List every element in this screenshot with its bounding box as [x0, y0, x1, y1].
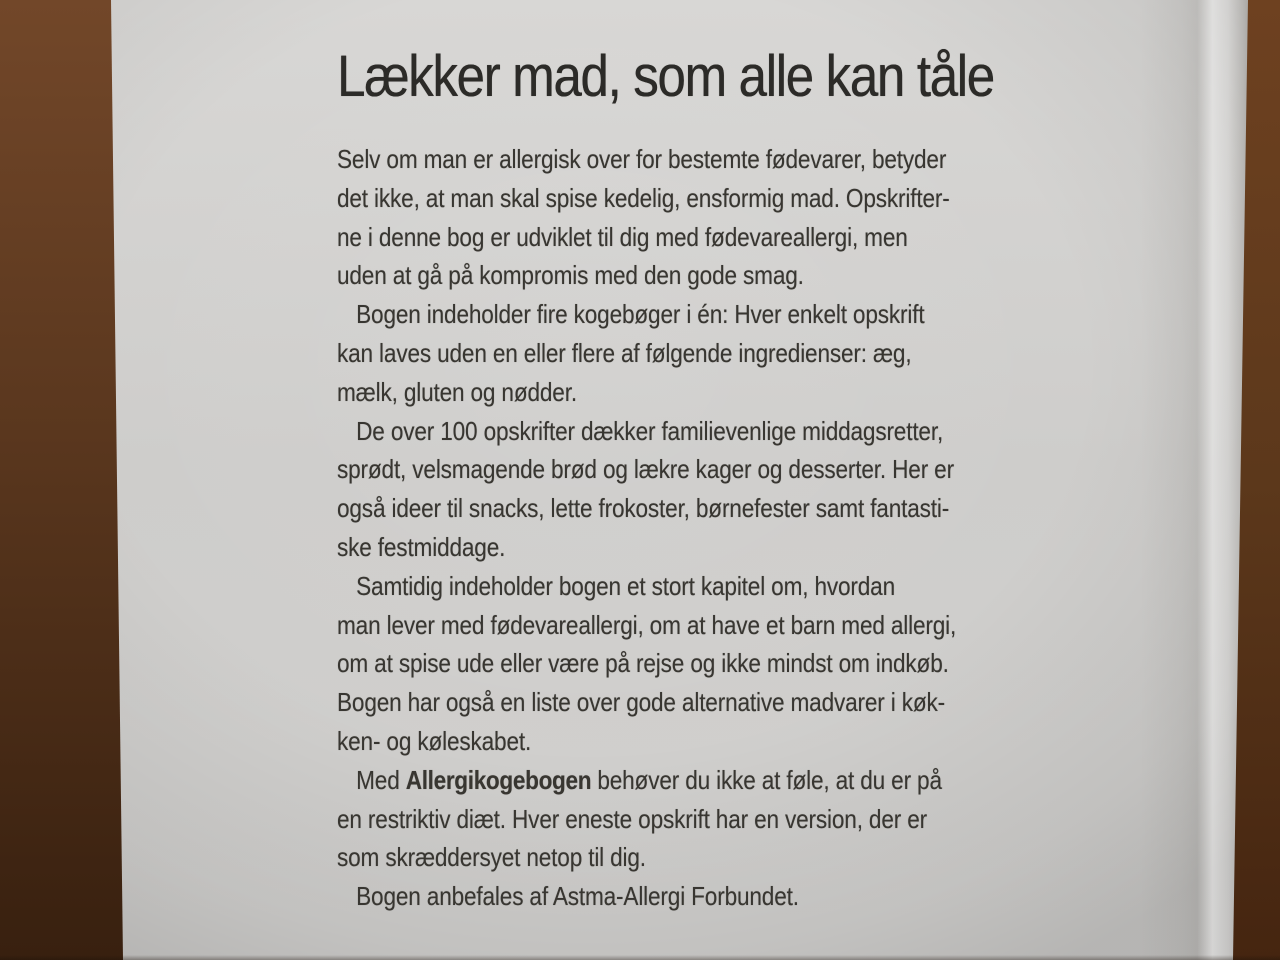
text-line: kan laves uden en eller flere af følgende ingredienser: æg, [337, 337, 912, 368]
text-line: Selv om man er allergisk over for bestemte fødevarer, betyder [337, 144, 947, 174]
text-segment: behøver du ikke at føle, at du er på [591, 764, 942, 795]
text-line: også ideer til snacks, lette frokoster, børnefester samt fantasti- [337, 493, 950, 524]
text-line: mælk, gluten og nødder. [337, 376, 577, 407]
text-line: en restriktiv diæt. Hver eneste opskrift har en version, der er [337, 803, 927, 834]
text-line: man lever med fødevareallergi, om at have et barn med allergi, [337, 609, 957, 640]
text-line [337, 761, 1050, 800]
text-line: Bogen har også en liste over gode alternative madvarer i køk- [337, 687, 945, 718]
text-line: uden at gå på kompromis med den gode smag. [337, 260, 804, 291]
text-line: det ikke, at man skal spise kedelig, ensformig mad. Opskrifter- [337, 182, 950, 213]
text-line: Samtidig indeholder bogen et stort kapitel om, hvordan [356, 570, 895, 601]
text-block [337, 140, 1157, 916]
text-line: ske festmiddage. [337, 531, 506, 562]
wood-background-left [0, 0, 130, 960]
text-line: som skræddersyet netop til dig. [337, 842, 646, 873]
text-line: De over 100 opskrifter dækker familievenlige middagsretter, [356, 415, 944, 446]
book-name-bold: Allergikogebogen [405, 764, 592, 795]
text-line: ken- og køleskabet. [337, 725, 532, 756]
text-line: Bogen indeholder fire kogebøger i én: Hver enkelt opskrift [356, 299, 925, 330]
text-line: ne i denne bog er udviklet til dig med fødevareallergi, men [337, 221, 908, 252]
text-line: Bogen anbefales af Astma-Allergi Forbundet. [356, 881, 799, 912]
text-line: om at spise ude eller være på rejse og ikke mindst om indkøb. [337, 648, 949, 679]
book-title: Lækker mad, som alle kan tåle [337, 44, 994, 109]
text-line: sprødt, velsmagende brød og lækre kager og desserter. Her er [337, 454, 954, 485]
text-segment: Med [356, 764, 406, 795]
